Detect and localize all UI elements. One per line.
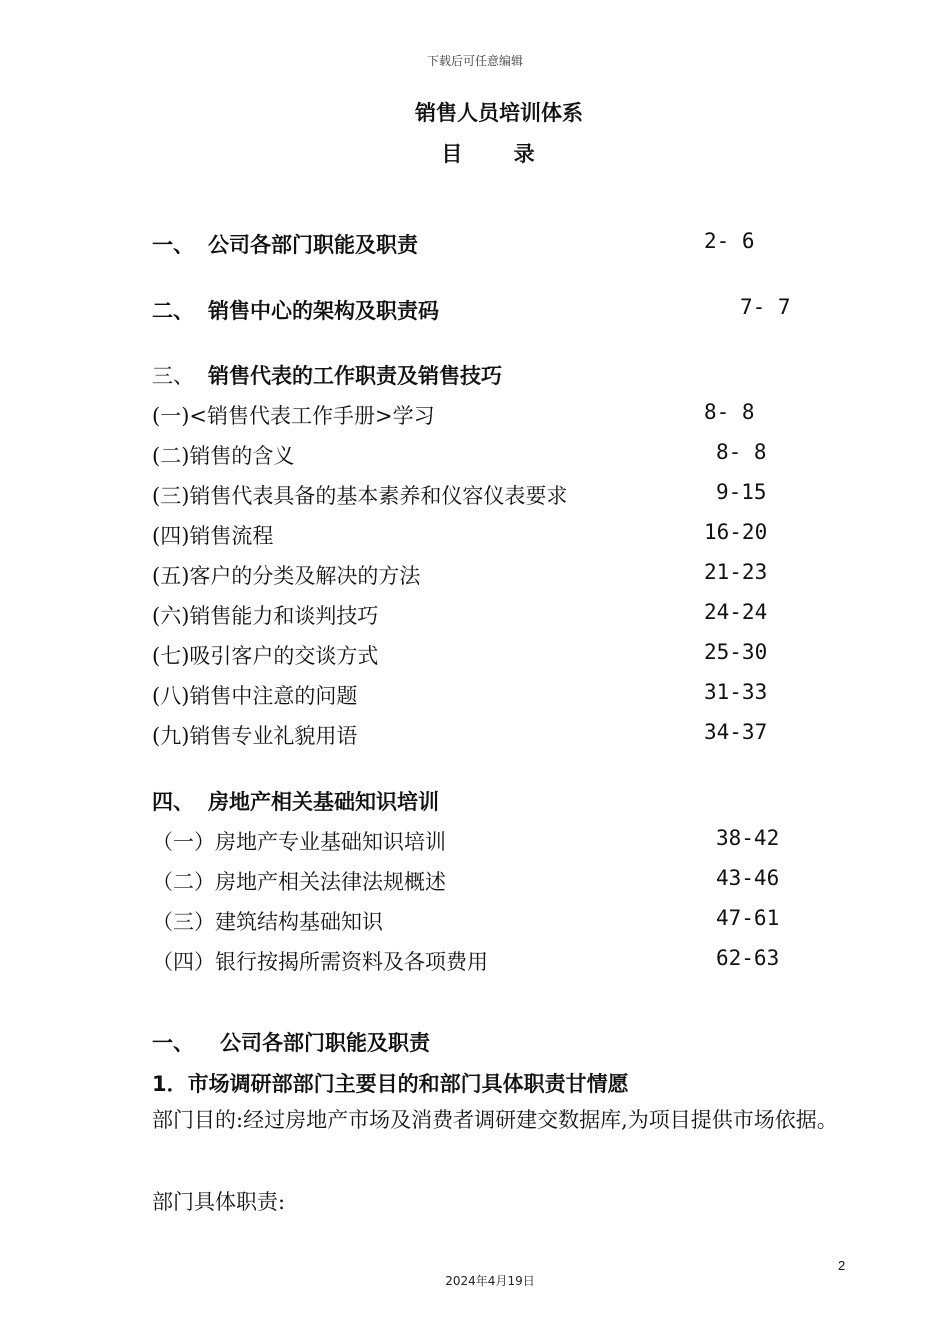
toc-item: (七)吸引客户的交谈方式	[152, 644, 379, 668]
toc-item: (三)销售代表具备的基本素养和仪容仪表要求	[152, 484, 568, 508]
toc-section-4	[152, 786, 439, 816]
toc-section-label: 公司各部门职能及职责	[208, 233, 418, 257]
toc-item: (九)销售专业礼貌用语	[152, 724, 358, 748]
toc-page-range: 62-63	[716, 946, 780, 970]
body-section-heading	[152, 1027, 430, 1057]
toc-section-label: 销售代表的工作职责及销售技巧	[208, 364, 502, 388]
toc-item: (八)销售中注意的问题	[152, 684, 358, 708]
toc-item: （一）房地产专业基础知识培训	[152, 830, 446, 854]
department-purpose: 部门目的:经过房地产市场及消费者调研建交数据库,为项目提供市场依据。	[152, 1108, 838, 1132]
toc-item: (六)销售能力和谈判技巧	[152, 604, 379, 628]
toc-page-range: 25-30	[704, 640, 768, 664]
toc-page-range: 16-20	[704, 520, 768, 544]
body-subheading: 1．市场调研部部门主要目的和部门具体职责甘情愿	[152, 1072, 629, 1096]
toc-page-range: 21-23	[704, 560, 768, 584]
toc-section-number: 三、	[152, 364, 194, 388]
toc-section-label: 房地产相关基础知识培训	[208, 790, 439, 814]
body-section-number: 一、	[152, 1031, 194, 1055]
toc-item: （三）建筑结构基础知识	[152, 910, 383, 934]
toc-section-1	[152, 229, 418, 259]
toc-item: (二)销售的含义	[152, 444, 295, 468]
toc-page-range: 34-37	[704, 720, 768, 744]
page-number: 2	[838, 1258, 846, 1273]
toc-item: (五)客户的分类及解决的方法	[152, 564, 421, 588]
toc-item: (四)销售流程	[152, 524, 274, 548]
department-duties-label: 部门具体职责:	[152, 1190, 286, 1214]
toc-section-number: 一、	[152, 233, 194, 257]
toc-page-range: 24-24	[704, 600, 768, 624]
toc-page-range: 43-46	[716, 866, 780, 890]
toc-item: (一)<销售代表工作手册>学习	[152, 404, 435, 428]
page-header: 下载后可任意编辑	[426, 54, 523, 68]
document-title: 销售人员培训体系	[415, 101, 583, 125]
toc-page-range: 7- 7	[740, 295, 791, 319]
toc-section-2	[152, 295, 439, 325]
toc-page-range: 8- 8	[704, 400, 755, 424]
body-section-title: 公司各部门职能及职责	[220, 1031, 430, 1055]
toc-section-label: 销售中心的架构及职责码	[208, 299, 439, 323]
toc-page-range: 9-15	[716, 480, 767, 504]
toc-section-3	[152, 360, 502, 390]
toc-page-range: 8- 8	[716, 440, 767, 464]
toc-heading: 目 录	[441, 142, 557, 166]
toc-section-number: 二、	[152, 299, 194, 323]
toc-page-range: 38-42	[716, 826, 780, 850]
toc-page-range: 31-33	[704, 680, 768, 704]
toc-section-number: 四、	[152, 790, 194, 814]
toc-item: （二）房地产相关法律法规概述	[152, 870, 446, 894]
toc-item: （四）银行按揭所需资料及各项费用	[152, 950, 488, 974]
footer-date: 2024年4月19日	[445, 1274, 535, 1288]
toc-page-range: 2- 6	[704, 229, 755, 253]
toc-page-range: 47-61	[716, 906, 780, 930]
